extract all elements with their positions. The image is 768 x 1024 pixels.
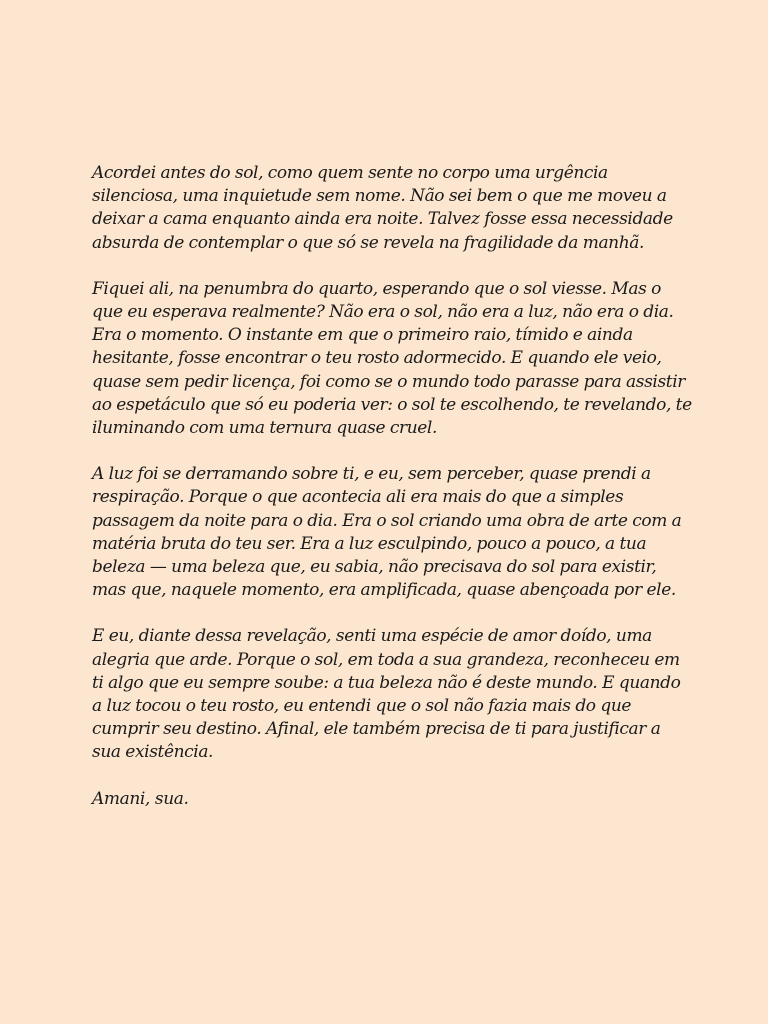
paragraph-4: E eu, diante dessa revelação, senti uma espécie de amor doído, uma alegria que arde. Porque o sol, em toda a sua grandeza, reconheceu em ti algo que eu sempre soube: a tua beleza não é deste mundo. E quando a luz tocou o teu rosto, eu entendi que o sol não fazia mais do que cumprir seu destino. Afinal, ele também precisa de ti para justificar a sua existência. bbox=[92, 626, 681, 763]
paragraph-1: Acordei antes do sol, como quem sente no corpo uma urgência silenciosa, uma inquietude sem nome. Não sei bem o que me moveu a deixar a cama enquanto ainda era noite. Talvez fosse essa necessidade absurda de contemplar o que só se revela na fragilidade da manhã. bbox=[92, 163, 673, 253]
paragraph-3: A luz foi se derramando sobre ti, e eu, sem perceber, quase prendi a respiração. Porque o que acontecia ali era mais do que a simples passagem da noite para o dia. Era o sol criando uma obra de arte com a matéria bruta do teu ser. Era a luz esculpindo, pouco a pouco, a tua beleza — uma beleza que, eu sabia, não precisava do sol para existir, mas que, naquele momento, era amplificada, quase abençoada por ele. bbox=[92, 464, 682, 601]
paragraph-2: Fiquei ali, na penumbra do quarto, esperando que o sol viesse. Mas o que eu esperava realmente? Não era o sol, não era a luz, não era o dia. Era o momento. O instante em que o primeiro raio, tímido e ainda hesitante, fosse encontrar o teu rosto adormecido. E quando ele veio, quase sem pedir licença, foi como se o mundo todo parasse para assistir ao espetáculo que só eu poderia ver: o sol te escolhendo, te revelando, te iluminando com uma ternura quase cruel. bbox=[92, 278, 692, 439]
letter-body bbox=[92, 162, 692, 811]
signature: Amani, sua. bbox=[92, 788, 189, 809]
